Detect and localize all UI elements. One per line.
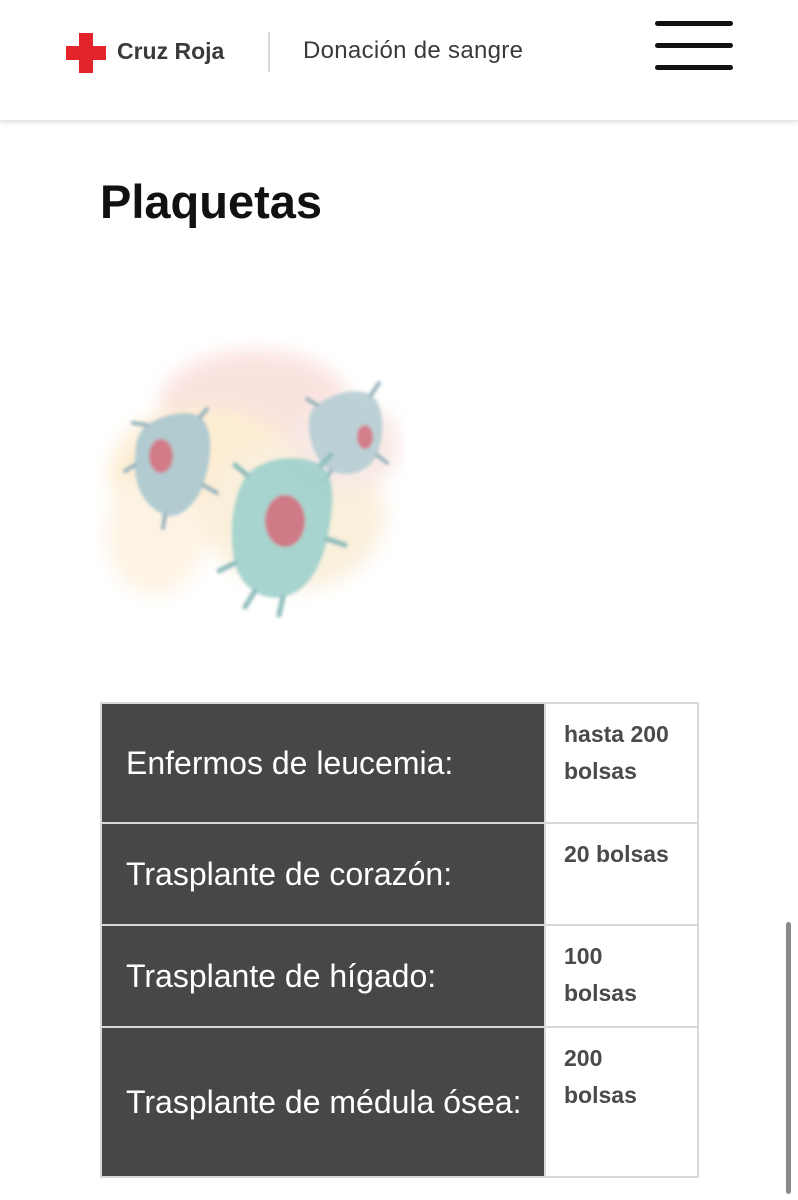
platelets-illustration: [95, 325, 405, 625]
table-row: [101, 703, 698, 823]
row-value: 100 bolsas: [545, 925, 698, 1027]
scrollbar[interactable]: [786, 922, 791, 1194]
row-label: Enfermos de leucemia:: [101, 703, 545, 823]
table-row: [101, 823, 698, 925]
row-label: Trasplante de corazón:: [101, 823, 545, 925]
table-row: [101, 925, 698, 1027]
row-value: 200 bolsas: [545, 1027, 698, 1177]
platelet-usage-table: [100, 702, 699, 1178]
site-header: [0, 0, 798, 121]
header-divider: [268, 32, 270, 72]
page-title: Plaquetas: [100, 175, 323, 228]
site-subtitle[interactable]: Donación de sangre: [303, 37, 524, 64]
hamburger-menu-icon[interactable]: [655, 20, 733, 72]
row-label: Trasplante de médula ósea:: [101, 1027, 545, 1177]
red-cross-icon[interactable]: [66, 33, 106, 73]
row-value: hasta 200 bolsas: [545, 703, 698, 823]
row-value: 20 bolsas: [545, 823, 698, 925]
row-label: Trasplante de hígado:: [101, 925, 545, 1027]
table-row: [101, 1027, 698, 1177]
brand-name[interactable]: Cruz Roja: [117, 38, 225, 64]
